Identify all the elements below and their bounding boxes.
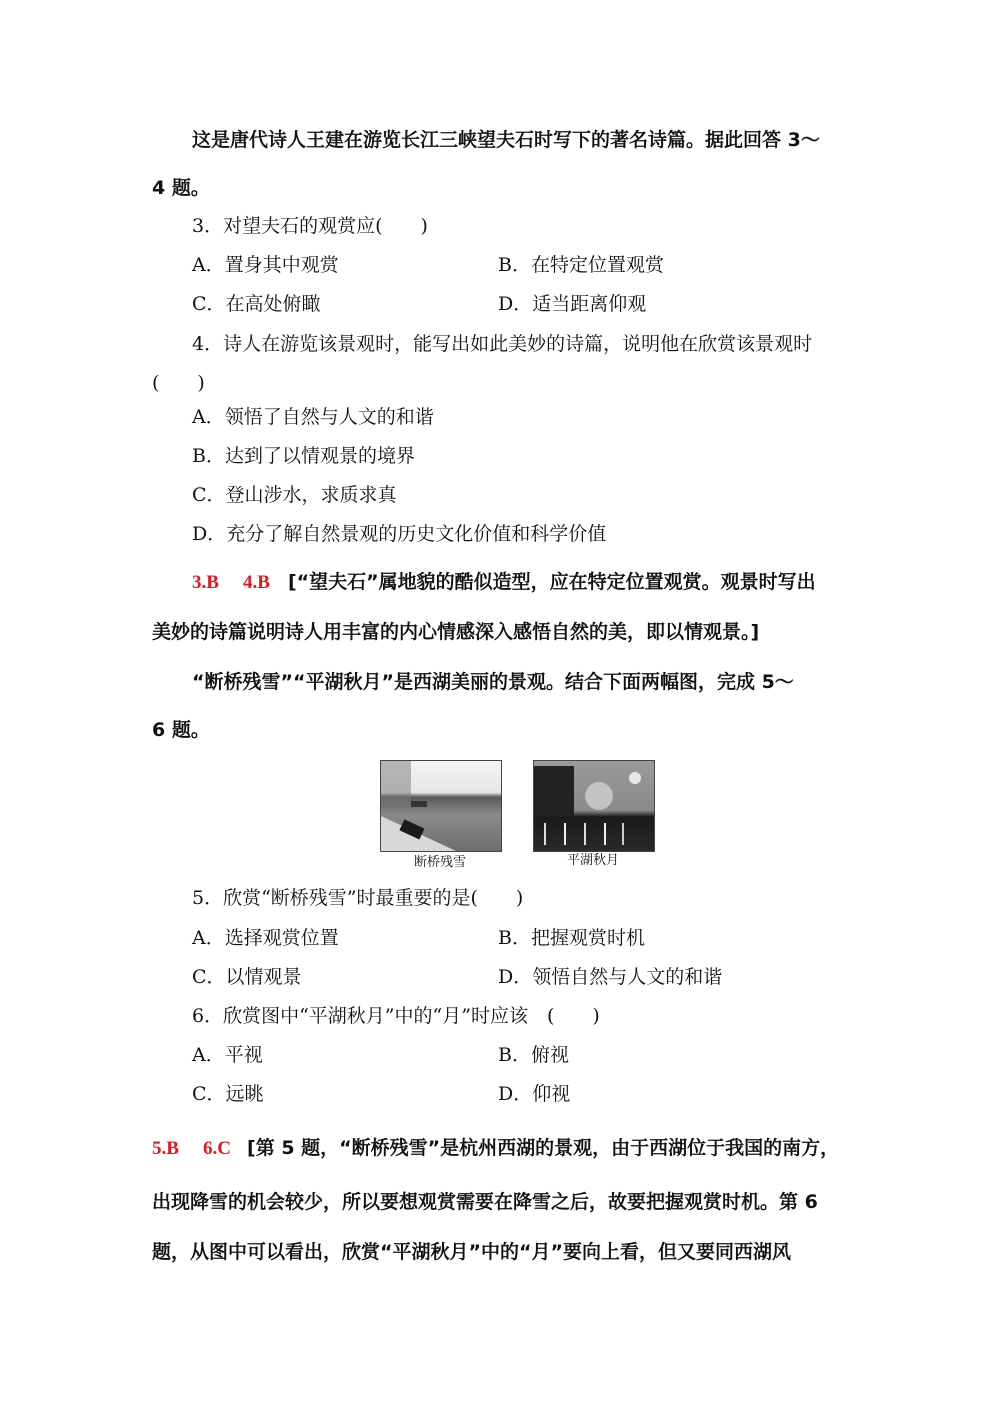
answer-explanation-line: 美妙的诗篇说明诗人用丰富的内心情感深入感悟自然的美，即以情观景。] xyxy=(152,621,760,643)
intro-passage-line: 这是唐代诗人王建在游览长江三峡望夫石时写下的著名诗篇。据此回答 3～ xyxy=(192,129,820,151)
question-5-option-b: B．把握观赏时机 xyxy=(498,927,645,949)
question-4-stem: 4．诗人在游览该景观时，能写出如此美妙的诗篇，说明他在欣赏该景观时 xyxy=(192,333,813,355)
moonlit-lake-scene-icon xyxy=(534,761,654,851)
question-6-option-a: A．平视 xyxy=(192,1044,263,1066)
question-3-option-d: D．适当距离仰观 xyxy=(498,293,647,315)
question-5-option-d: D．领悟自然与人文的和谐 xyxy=(498,966,723,988)
figure-pinghu-qiuyue-image xyxy=(533,760,655,852)
question-4-stem-paren: ( ) xyxy=(152,372,205,394)
question-4-option-c: C．登山涉水，求质求真 xyxy=(192,484,397,506)
question-6-stem: 6．欣赏图中“平湖秋月”中的“月”时应该 ( ) xyxy=(192,1005,600,1027)
question-4-option-b: B．达到了以情观景的境界 xyxy=(192,445,415,467)
answer-key-5: 5.B xyxy=(152,1138,179,1159)
question-4-option-a: A．领悟了自然与人文的和谐 xyxy=(192,406,434,428)
answer-explanation-line: 出现降雪的机会较少，所以要想观赏需要在降雪之后，故要把握观赏时机。第 6 xyxy=(152,1191,818,1213)
figure-caption-pinghu: 平湖秋月 xyxy=(566,853,619,868)
intro-passage-line: “断桥残雪”“平湖秋月”是西湖美丽的景观。结合下面两幅图，完成 5～ xyxy=(192,671,794,693)
question-3-option-b: B．在特定位置观赏 xyxy=(498,254,664,276)
figure-caption-duanqiao: 断桥残雪 xyxy=(413,855,466,870)
question-3-stem: 3．对望夫石的观赏应( ) xyxy=(192,215,428,237)
question-5-option-a: A．选择观赏位置 xyxy=(192,927,339,949)
intro-passage-line: 4 题。 xyxy=(152,177,210,199)
intro-passage-line: 6 题。 xyxy=(152,719,210,741)
question-6-option-b: B．俯视 xyxy=(498,1044,569,1066)
question-5-option-c: C．以情观景 xyxy=(192,966,302,988)
answer-block-56 xyxy=(152,1136,839,1161)
answer-explanation-line: 题，从图中可以看出，欣赏“平湖秋月”中的“月”要向上看，但又要同西湖风 xyxy=(152,1241,791,1263)
figure-duanqiao-canxue-image xyxy=(380,760,502,852)
snow-bridge-scene-icon xyxy=(381,761,501,851)
answer-block-34 xyxy=(192,570,816,595)
question-5-stem: 5．欣赏“断桥残雪”时最重要的是( ) xyxy=(192,887,524,909)
question-6-option-c: C．远眺 xyxy=(192,1083,264,1105)
question-3-option-c: C．在高处俯瞰 xyxy=(192,293,321,315)
question-6-option-d: D．仰视 xyxy=(498,1083,571,1105)
answer-key-4: 4.B xyxy=(242,572,270,593)
question-4-option-d: D．充分了解自然景观的历史文化价值和科学价值 xyxy=(192,523,607,545)
question-3-option-a: A．置身其中观赏 xyxy=(192,254,339,276)
answer-key-6: 6.C xyxy=(202,1138,231,1159)
answer-explanation: [第 5 题，“断桥残雪”是杭州西湖的景观，由于西湖位于我国的南方， xyxy=(247,1137,840,1159)
answer-explanation: [“望夫石”属地貌的酷似造型，应在特定位置观赏。观景时写出 xyxy=(287,571,816,593)
answer-key-3: 3.B xyxy=(192,572,219,593)
